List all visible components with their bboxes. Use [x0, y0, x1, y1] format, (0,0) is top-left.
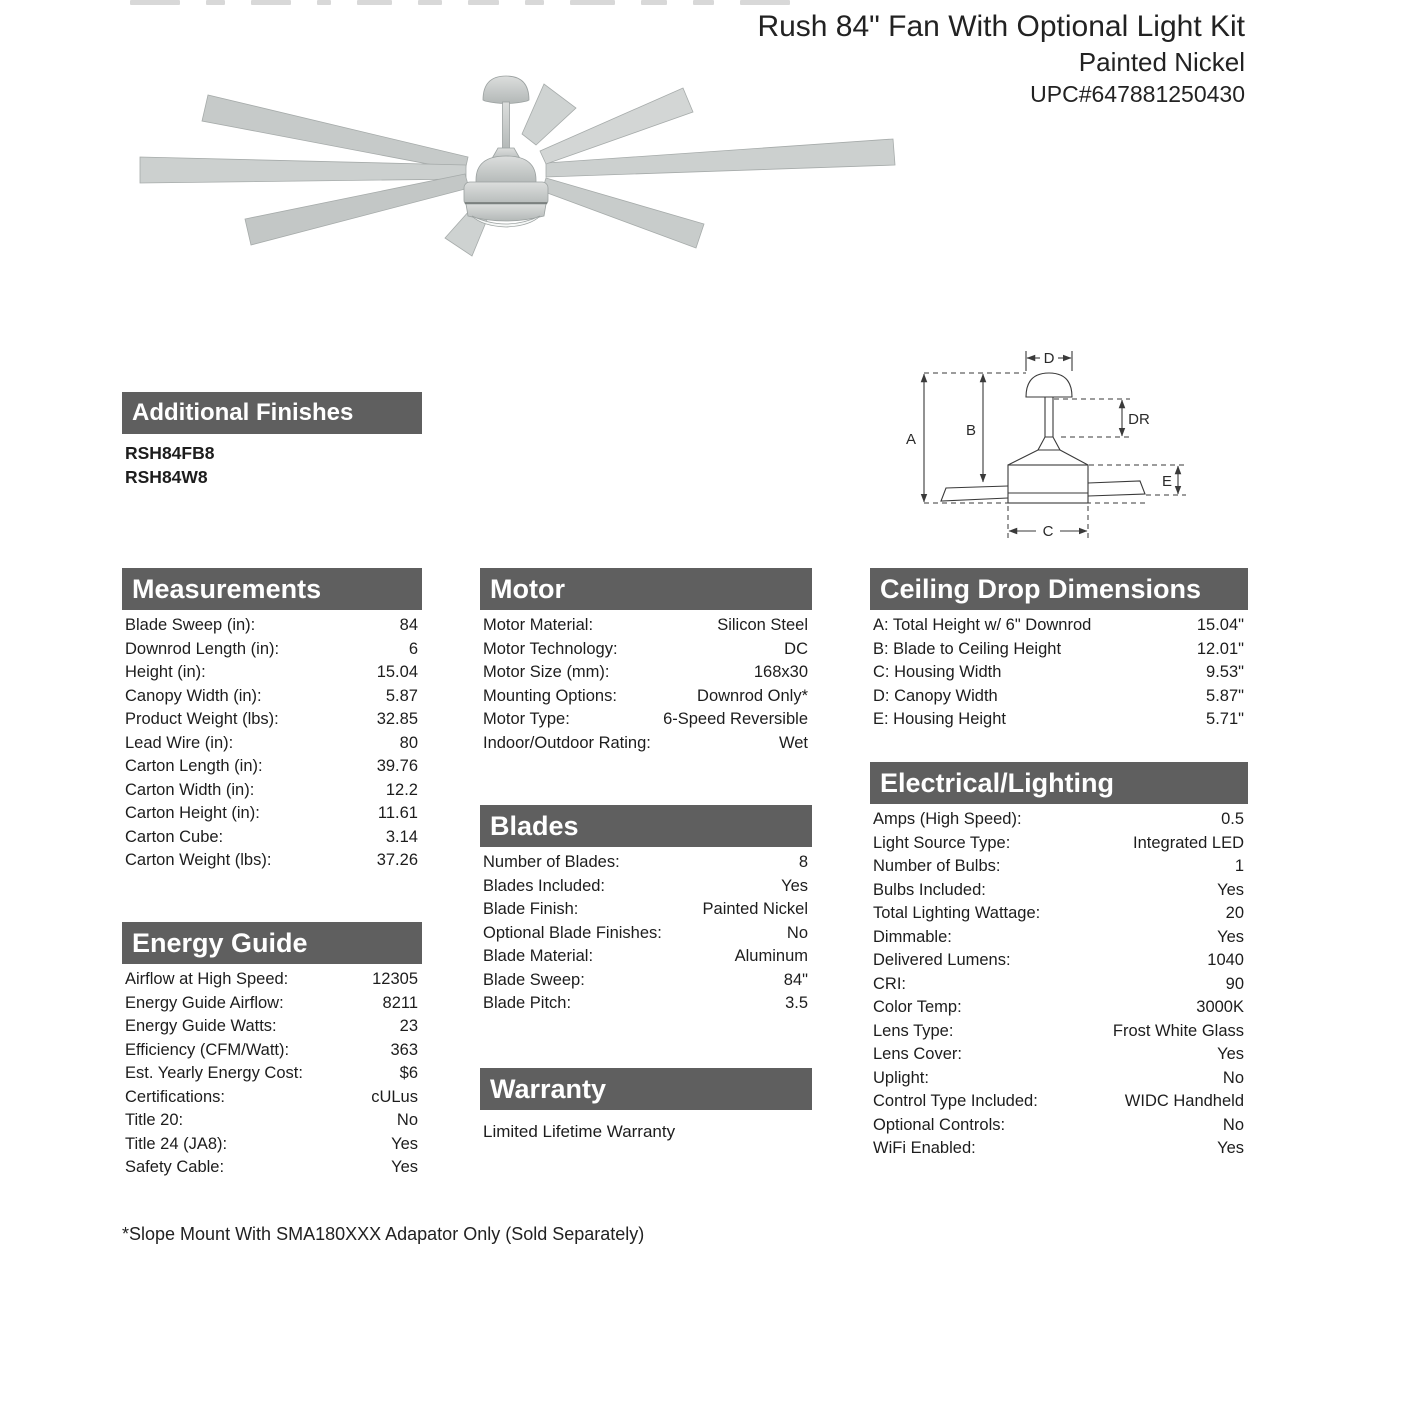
spec-label: Total Lighting Wattage:: [873, 904, 1041, 922]
spec-value: 12.01": [1196, 639, 1244, 658]
spec-row: [122, 849, 422, 873]
spec-row: [122, 708, 422, 732]
spec-label: Carton Cube:: [125, 827, 224, 846]
spec-value: Yes: [1217, 1045, 1244, 1063]
spec-value: 0.5: [1221, 810, 1244, 828]
cropped-header-remnant: [130, 0, 790, 6]
spec-row: [122, 1039, 422, 1063]
spec-row: [480, 945, 812, 969]
spec-value: Frost White Glass: [1112, 1021, 1244, 1040]
spec-row: [870, 879, 1248, 903]
spec-label: A: Total Height w/ 6" Downrod: [873, 616, 1092, 634]
spec-row: [122, 755, 422, 779]
spec-label: Uplight:: [873, 1068, 929, 1087]
spec-value: Painted Nickel: [702, 900, 808, 918]
spec-label: Lens Type:: [873, 1021, 954, 1040]
spec-value: 12.2: [385, 780, 418, 799]
spec-value: 8211: [382, 993, 418, 1012]
spec-value: DC: [784, 639, 808, 658]
slope-mount-footnote: *Slope Mount With SMA180XXX Adapator Only (Sold Separately): [122, 1224, 645, 1244]
section-measurements: [122, 568, 422, 873]
spec-row: [480, 922, 812, 946]
spec-row: [870, 661, 1248, 685]
spec-label: Downrod Length (in):: [125, 639, 280, 658]
spec-label: Color Temp:: [873, 998, 962, 1016]
spec-value: Silicon Steel: [717, 616, 808, 634]
spec-row: [122, 802, 422, 826]
spec-row: [480, 732, 812, 756]
spec-value: 168x30: [753, 663, 808, 681]
dim-label-dr: DR: [1128, 411, 1150, 428]
spec-label: Airflow at High Speed:: [125, 970, 289, 988]
section-additional-finishes: [122, 392, 422, 489]
finish-name: Painted Nickel: [1078, 47, 1245, 77]
section-header-measurements: Measurements: [122, 568, 422, 610]
spec-row: [122, 638, 422, 662]
spec-row: [122, 1015, 422, 1039]
spec-label: Est. Yearly Energy Cost:: [125, 1064, 303, 1082]
section-energy-guide: [122, 922, 422, 1180]
diagram-canopy: [1026, 373, 1072, 397]
spec-label: Title 20:: [125, 1111, 184, 1129]
spec-value: 15.04": [1196, 616, 1244, 634]
spec-value: Yes: [1217, 880, 1244, 899]
spec-value: 6-Speed Reversible: [663, 710, 808, 728]
spec-row: [480, 614, 812, 638]
spec-value: WIDC Handheld: [1124, 1092, 1244, 1110]
spec-value: 84: [399, 616, 418, 634]
spec-row: [480, 661, 812, 685]
spec-label: Number of Bulbs:: [873, 857, 1001, 875]
spec-label: Motor Technology:: [483, 639, 618, 658]
measurements-rows: [122, 614, 422, 873]
spec-label: Energy Guide Watts:: [125, 1017, 277, 1035]
spec-label: Blade Sweep:: [483, 970, 585, 989]
spec-row: [122, 968, 422, 992]
section-header-warranty: Warranty: [480, 1068, 812, 1110]
spec-value: Integrated LED: [1133, 833, 1244, 852]
spec-label: Efficiency (CFM/Watt):: [125, 1040, 290, 1059]
spec-value: 3.5: [785, 994, 808, 1012]
spec-label: Motor Size (mm):: [483, 663, 610, 681]
spec-label: Canopy Width (in):: [125, 686, 262, 705]
spec-value: Yes: [781, 876, 808, 895]
spec-row: [122, 732, 422, 756]
spec-row: [480, 708, 812, 732]
spec-value: No: [1222, 1068, 1244, 1087]
section-warranty: [480, 1068, 812, 1142]
spec-row: [870, 685, 1248, 709]
blades-rows: [480, 851, 812, 1016]
spec-value: Yes: [391, 1158, 418, 1176]
fan-canopy: [483, 76, 529, 104]
spec-label: Carton Length (in):: [125, 757, 263, 775]
spec-value: 84": [783, 970, 808, 989]
spec-value: 37.26: [376, 851, 418, 869]
spec-row: [122, 614, 422, 638]
spec-value: 20: [1225, 904, 1244, 922]
spec-label: E: Housing Height: [873, 710, 1006, 728]
spec-row: [870, 638, 1248, 662]
spec-value: cULus: [371, 1087, 418, 1106]
dim-label-a: A: [905, 431, 917, 448]
spec-label: D: Canopy Width: [873, 686, 998, 705]
spec-value: 5.87: [385, 686, 418, 705]
spec-value: Aluminum: [734, 947, 808, 965]
spec-value: 3000K: [1196, 998, 1244, 1016]
dim-label-b: B: [965, 422, 977, 439]
spec-label: Product Weight (lbs):: [125, 710, 279, 728]
spec-label: Optional Blade Finishes:: [483, 923, 662, 942]
spec-row: [480, 875, 812, 899]
spec-value: 23: [399, 1017, 418, 1035]
spec-row: [122, 826, 422, 850]
diagram-blade-right: [1088, 481, 1145, 496]
spec-label: Title 24 (JA8):: [125, 1134, 228, 1153]
fan-product-image: [130, 60, 910, 260]
spec-label: Lens Cover:: [873, 1045, 962, 1063]
spec-label: Blade Pitch:: [483, 994, 572, 1012]
spec-value: 1040: [1207, 951, 1244, 969]
spec-value: 5.87": [1206, 686, 1244, 705]
spec-value: 90: [1225, 974, 1244, 993]
spec-label: Amps (High Speed):: [873, 810, 1022, 828]
spec-value: 5.71": [1206, 710, 1244, 728]
finish-list: [122, 441, 422, 489]
section-header-motor: Motor: [480, 568, 812, 610]
spec-value: Yes: [1217, 927, 1244, 946]
spec-label: Safety Cable:: [125, 1158, 225, 1176]
spec-value: 15.04: [376, 663, 418, 681]
spec-value: 11.61: [377, 804, 418, 822]
diagram-blade-left: [941, 486, 1008, 501]
spec-row: [870, 949, 1248, 973]
dim-label-c: C: [1042, 523, 1054, 540]
spec-row: [122, 1109, 422, 1133]
spec-label: Energy Guide Airflow:: [125, 993, 284, 1012]
spec-row: [870, 832, 1248, 856]
spec-row: [870, 1043, 1248, 1067]
spec-value: 1: [1234, 857, 1244, 875]
spec-row: [122, 1133, 422, 1157]
spec-label: Blade Material:: [483, 947, 594, 965]
upc-code: UPC#647881250430: [1030, 81, 1245, 107]
fan-motor-assembly: [464, 76, 548, 227]
spec-label: B: Blade to Ceiling Height: [873, 639, 1062, 658]
spec-row: [870, 708, 1248, 732]
spec-row: [480, 638, 812, 662]
spec-row: [870, 1114, 1248, 1138]
spec-row: [480, 969, 812, 993]
ceiling-drop-rows: [870, 614, 1248, 732]
spec-row: [480, 685, 812, 709]
spec-value: No: [396, 1111, 418, 1129]
spec-label: Lead Wire (in):: [125, 733, 234, 752]
spec-row: [480, 898, 812, 922]
spec-row: [122, 779, 422, 803]
spec-label: Blades Included:: [483, 876, 606, 895]
spec-value: 32.85: [376, 710, 418, 728]
spec-value: 363: [390, 1040, 418, 1059]
spec-row: [870, 1067, 1248, 1091]
spec-row: [870, 855, 1248, 879]
spec-value: 8: [798, 853, 808, 871]
spec-row: [480, 992, 812, 1016]
spec-value: Yes: [391, 1134, 418, 1153]
spec-row: [870, 808, 1248, 832]
spec-row: [870, 996, 1248, 1020]
spec-row: [122, 685, 422, 709]
spec-value: No: [786, 923, 808, 942]
warranty-text: Limited Lifetime Warranty: [483, 1122, 676, 1141]
dim-label-d: D: [1043, 350, 1055, 367]
spec-row: [480, 851, 812, 875]
spec-row: [870, 1090, 1248, 1114]
spec-label: Motor Material:: [483, 616, 594, 634]
spec-label: Indoor/Outdoor Rating:: [483, 733, 651, 752]
spec-label: Mounting Options:: [483, 686, 617, 705]
diagram-housing: [1008, 465, 1088, 503]
page-title: Rush 84" Fan With Optional Light Kit: [757, 10, 1245, 43]
section-header-blades: Blades: [480, 805, 812, 847]
section-header-energy-guide: Energy Guide: [122, 922, 422, 964]
spec-label: Carton Weight (lbs):: [125, 851, 272, 869]
spec-label: CRI:: [873, 974, 906, 993]
spec-value: Downrod Only*: [697, 686, 808, 705]
spec-value: $6: [399, 1064, 418, 1082]
section-blades: [480, 805, 812, 1016]
spec-label: Dimmable:: [873, 927, 952, 946]
section-header-electrical: Electrical/Lighting: [870, 762, 1248, 804]
spec-value: 39.76: [376, 757, 418, 775]
spec-label: Motor Type:: [483, 710, 570, 728]
spec-label: Light Source Type:: [873, 833, 1011, 852]
spec-label: Blade Finish:: [483, 900, 579, 918]
spec-label: Certifications:: [125, 1087, 225, 1106]
fan-downrod: [503, 102, 510, 150]
spec-label: Blade Sweep (in):: [125, 616, 256, 634]
spec-value: 3.14: [385, 827, 418, 846]
dim-label-e: E: [1161, 473, 1173, 490]
spec-value: 80: [399, 733, 418, 752]
spec-label: WiFi Enabled:: [873, 1139, 976, 1157]
ceiling-drop-diagram: [890, 340, 1210, 550]
spec-row: [870, 1020, 1248, 1044]
energy-guide-rows: [122, 968, 422, 1180]
spec-label: Number of Blades:: [483, 853, 620, 871]
spec-row: [870, 1137, 1248, 1161]
spec-label: C: Housing Width: [873, 663, 1002, 681]
motor-rows: [480, 614, 812, 755]
section-electrical-lighting: [870, 762, 1248, 1161]
spec-row: [122, 1062, 422, 1086]
spec-row: [122, 992, 422, 1016]
spec-row: [122, 1156, 422, 1180]
spec-row: [870, 902, 1248, 926]
electrical-rows: [870, 808, 1248, 1161]
finish-item: RSH84FB8: [125, 443, 215, 463]
spec-row: [122, 661, 422, 685]
spec-value: 12305: [372, 970, 418, 988]
spec-label: Control Type Included:: [873, 1092, 1038, 1110]
spec-row: [870, 614, 1248, 638]
section-header-ceiling-drop: Ceiling Drop Dimensions: [870, 568, 1248, 610]
spec-label: Height (in):: [125, 663, 206, 681]
spec-label: Carton Width (in):: [125, 780, 255, 799]
spec-value: 9.53": [1206, 663, 1244, 681]
section-header-additional-finishes: Additional Finishes: [122, 392, 422, 434]
section-motor: [480, 568, 812, 755]
spec-row: [870, 973, 1248, 997]
fan-motor-bell: [476, 156, 536, 184]
spec-value: 6: [408, 639, 418, 658]
spec-row: [122, 1086, 422, 1110]
spec-value: Wet: [778, 733, 808, 752]
section-ceiling-drop-dimensions: [870, 568, 1248, 732]
spec-value: No: [1222, 1115, 1244, 1134]
spec-label: Delivered Lumens:: [873, 951, 1011, 969]
spec-row: [870, 926, 1248, 950]
spec-label: Bulbs Included:: [873, 880, 986, 899]
finish-item: RSH84W8: [125, 467, 208, 487]
spec-label: Carton Height (in):: [125, 804, 260, 822]
spec-label: Optional Controls:: [873, 1115, 1006, 1134]
spec-value: Yes: [1217, 1139, 1244, 1157]
